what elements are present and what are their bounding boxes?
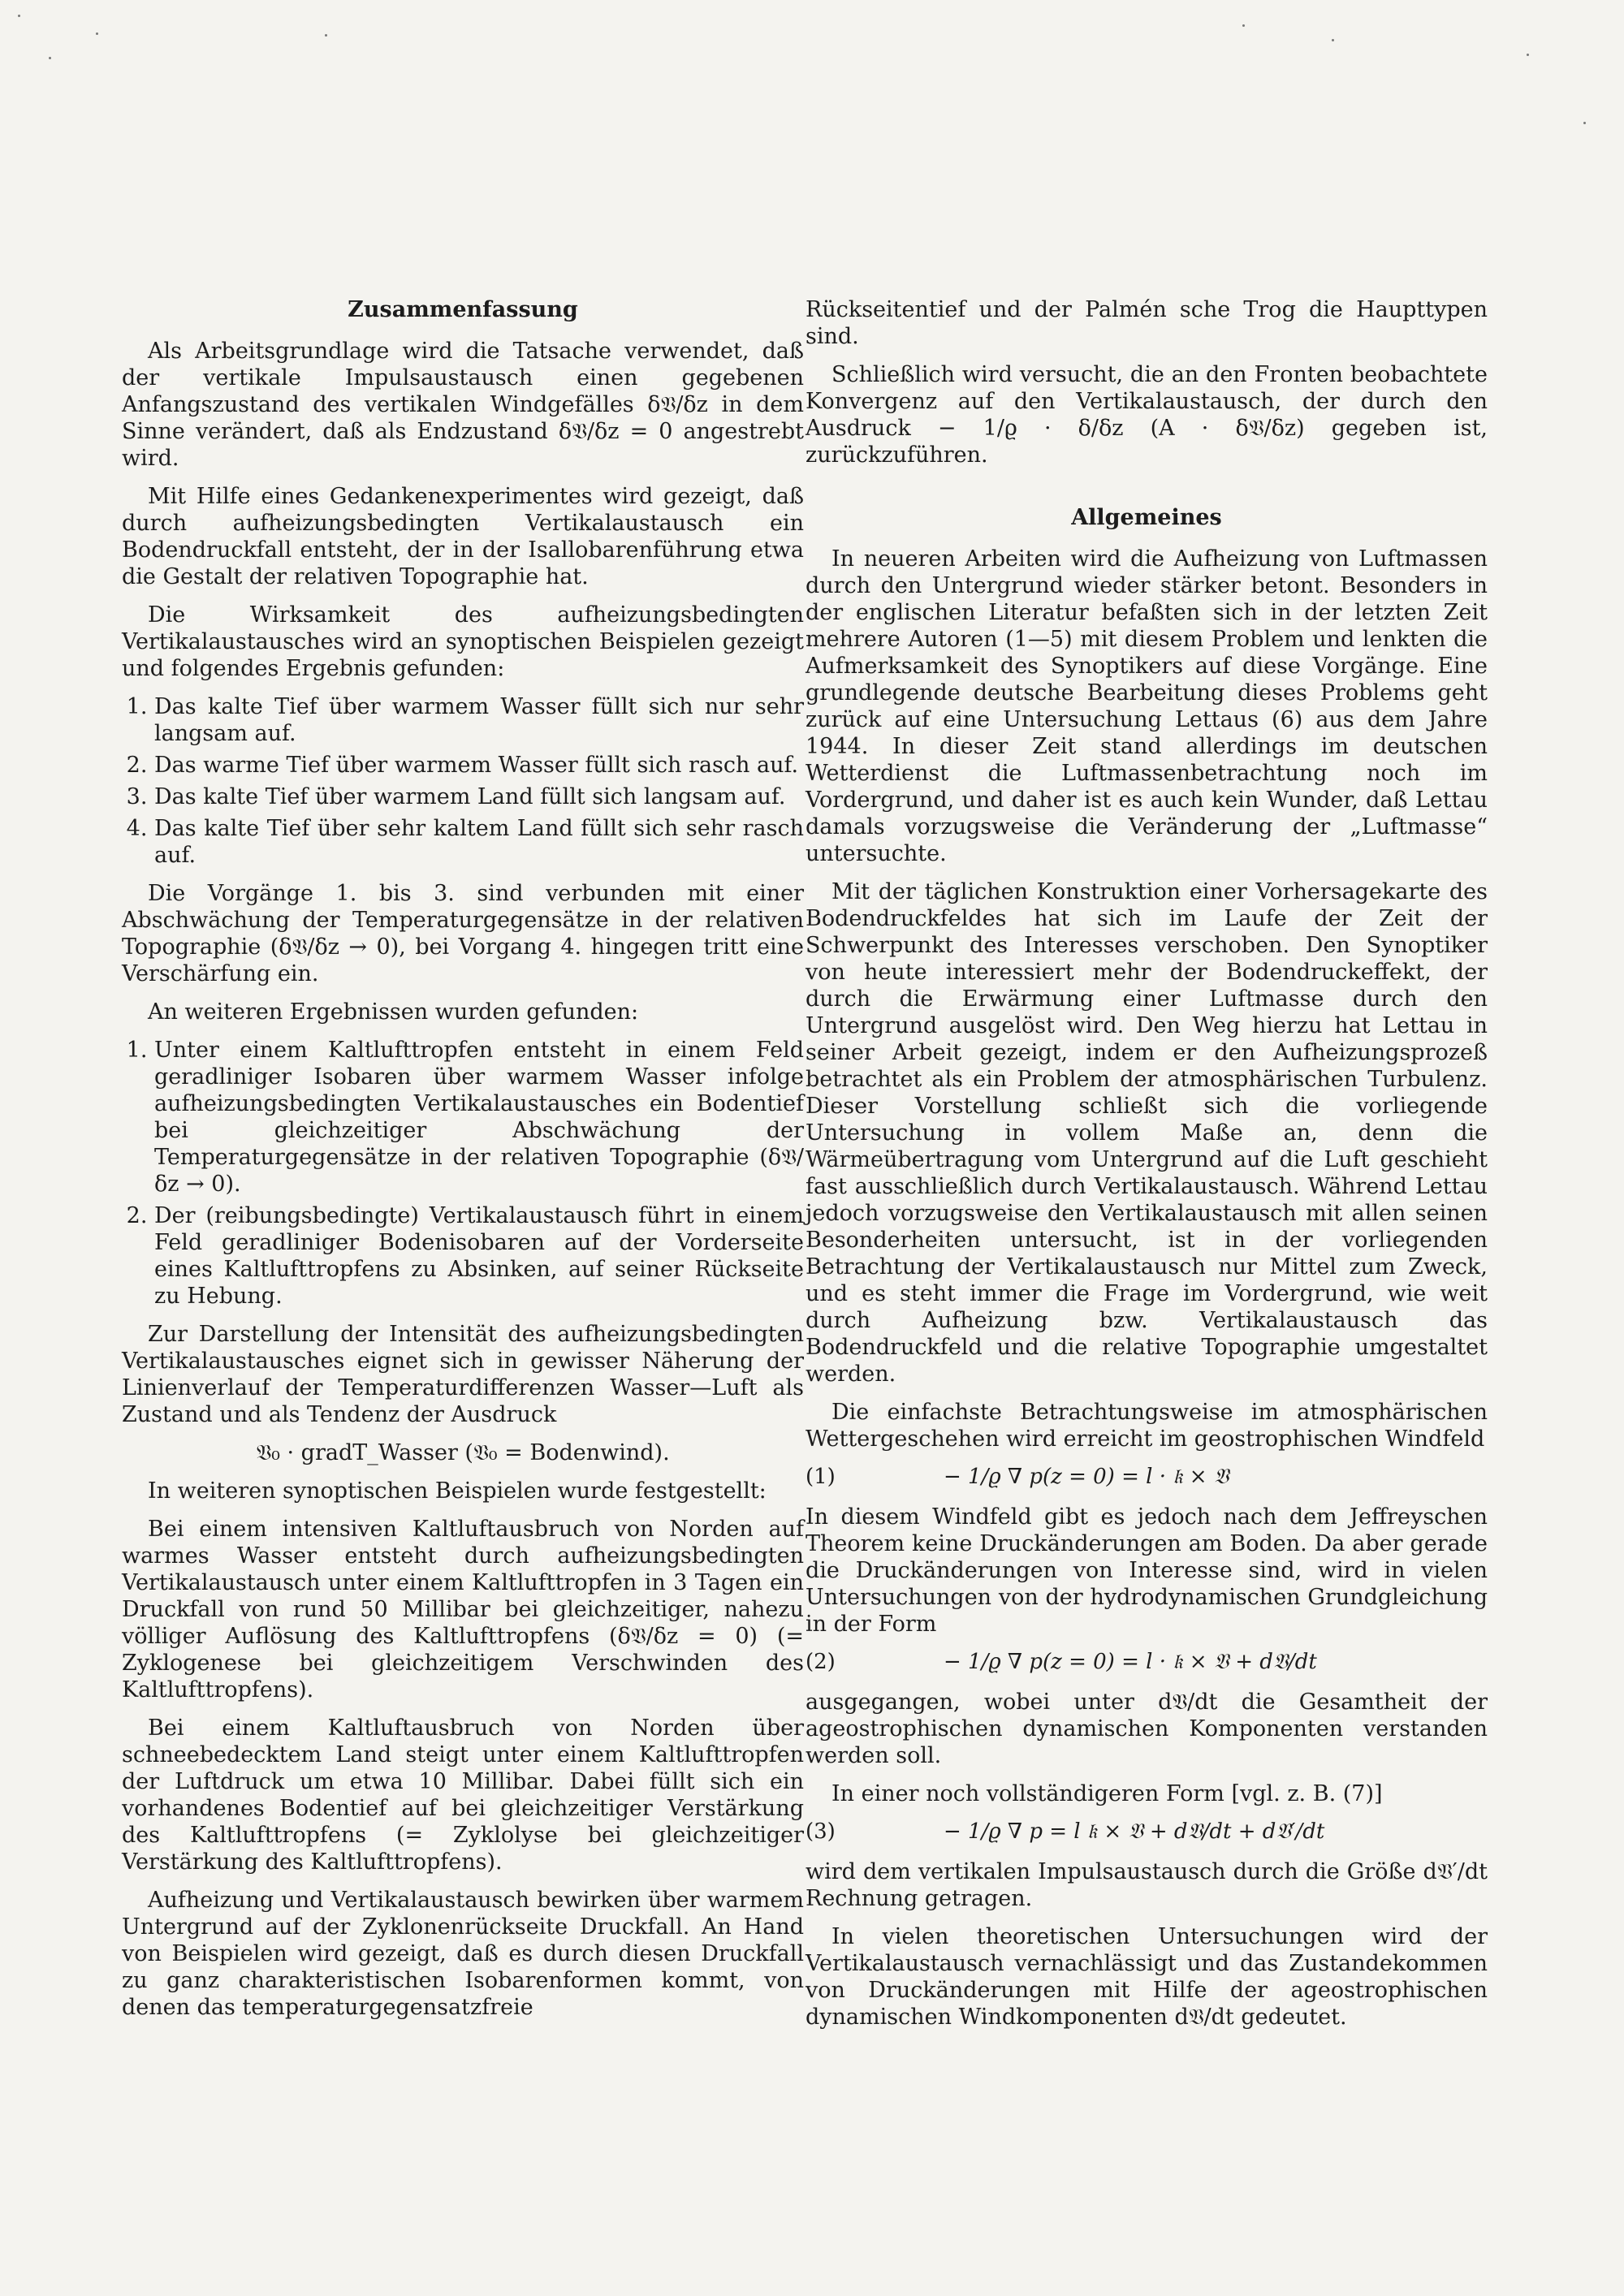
equation-2 — [806, 1649, 1488, 1676]
paragraph-gedankenexperiment: Mit Hilfe eines Gedankenexperimentes wird gezeigt, daß durch aufheizungsbedingten Vertikalaustausch ein Bodendruckfall entsteht, der in der Isallobarenführung etwa die Gestalt der relativen Topographie hat. — [122, 484, 804, 589]
paragraph-kaltluft-land: Bei einem Kaltluftausbruch von Norden über schneebedecktem Land steigt unter einem Kaltlufttropfen der Luftdruck um etwa 10 Millibar. Dabei füllt sich ein vorhandenes Bodentief auf bei gleichzeitiger Verstärkung des Kaltlufttropfens (= Zyklolyse bei gleichzeitiger Verstärkung des Kaltlufttropfens). — [122, 1716, 804, 1875]
paragraph-fronten: Schließlich wird versucht, die an den Fronten beobachtete Konvergenz auf den Vertikalaustausch, der durch den Ausdruck − 1/ϱ · δ/δz (A · δ𝔙/δz) gegeben ist, zurückzuführen. — [806, 362, 1488, 468]
section-heading-allgemeines: Allgemeines — [1071, 505, 1222, 530]
scan-speck — [49, 57, 51, 59]
equation-expression: − 1/ϱ ∇ p(z = 0) = l · 𝔨 × 𝔙 + d𝔙/dt — [944, 1650, 1317, 1674]
equation-number: (3) — [806, 1819, 836, 1844]
further-result-item: 2. Der (reibungsbedingte) Vertikalaustausch führt in einem Feld geradliniger Bodenisobaren auf der Vorderseite eines Kaltlufttropfens zu Absinken, auf seiner Rückseite zu Hebung. — [154, 1202, 804, 1310]
paragraph-weitere-intro: An weiteren Ergebnissen wurden gefunden: — [148, 999, 639, 1025]
scan-speck — [18, 15, 20, 17]
results-list — [122, 693, 804, 869]
equation-1 — [806, 1464, 1488, 1491]
scan-speck — [1332, 39, 1334, 41]
formula-ausdruck: 𝔙₀ · gradT_Wasser (𝔙₀ = Bodenwind). — [256, 1440, 670, 1465]
equation-expression: − 1/ϱ ∇ p = l 𝔨 × 𝔙 + d𝔙/dt + d𝔙′/dt — [944, 1819, 1325, 1844]
paragraph-wirksamkeit: Die Wirksamkeit des aufheizungsbedingten Vertikalaustausches wird an synoptischen Beispielen gezeigt und folgendes Ergebnis gefunden: — [122, 602, 804, 681]
paragraph-vorgaenge: Die Vorgänge 1. bis 3. sind verbunden mit einer Abschwächung der Temperaturgegensätze in der relativen Topographie (δ𝔙/δz → 0), bei Vorgang 4. hingegen tritt eine Verschärfung ein. — [122, 881, 804, 986]
paragraph-theoretisch: In vielen theoretischen Untersuchungen wird der Vertikalaustausch vernachlässigt und das Zustandekommen von Druckänderungen mit Hilfe der ageostrophischen dynamischen Windkomponenten d𝔙/dt gedeutet. — [806, 1924, 1488, 2030]
result-item: 2. Das warme Tief über warmem Wasser füllt sich rasch auf. — [154, 752, 804, 779]
paragraph-darstellung: Zur Darstellung der Intensität des aufheizungsbedingten Vertikalaustausches eignet sich in gewisser Näherung der Linienverlauf der Temperaturdifferenzen Wasser—Luft als Zustand und als Tendenz der Ausdruck — [122, 1322, 804, 1427]
paragraph-konstruktion: Mit der täglichen Konstruktion einer Vorhersagekarte des Bodendruckfeldes hat sich im Laufe der Zeit der Schwerpunkt des Interesses verschoben. Den Synoptiker von heute interessiert mehr der Bodendruckeffekt, der durch die Erwärmung einer Luftmasse durch den Untergrund ausgelöst wird. Den Weg hierzu hat Lettau in seiner Arbeit gezeigt, indem er den Aufheizungsprozeß betrachtet als ein Problem der atmosphärischen Turbulenz. Dieser Vorstellung schließt sich die vorliegende Untersuchung in vollem Maße an, denn die Wärmeübertragung vom Untergrund auf die Luft geschieht fast ausschließlich durch Vertikalaustausch. Während Lettau jedoch vorzugsweise den Vertikalaustausch mit allen seinen Besonderheiten untersucht, ist in der vorliegenden Betrachtung der Vertikalaustausch nur Mittel zum Zweck, und es steht immer die Frage im Vordergrund, wie weit durch Aufheizung bzw. Vertikalaustausch das Bodendruckfeld und die relative Topographie umgestaltet werden. — [806, 879, 1488, 1387]
scan-speck — [96, 32, 98, 35]
paragraph-jeffreys: In diesem Windfeld gibt es jedoch nach dem Jeffreyschen Theorem keine Druckänderungen am Boden. Da aber gerade die Druckänderungen von Interesse sind, wird in vielen Untersuchungen von der hydrodynamischen Grundgleichung in der Form — [806, 1504, 1488, 1637]
paragraph-continuation: Rückseitentief und der Palmén sche Trog die Haupttypen sind. — [806, 297, 1488, 349]
result-item: 3. Das kalte Tief über warmem Land füllt sich langsam auf. — [154, 783, 804, 810]
paragraph-intro: Als Arbeitsgrundlage wird die Tatsache verwendet, daß der vertikale Impulsaustausch einen gegebenen Anfangszustand des vertikalen Windgefälles δ𝔙/δz in dem Sinne verändert, daß als Endzustand δ𝔙/δz = 0 angestrebt wird. — [122, 339, 804, 471]
equation-3 — [806, 1819, 1488, 1845]
spacer — [806, 480, 1488, 504]
scan-speck — [325, 34, 327, 37]
equation-expression: − 1/ϱ ∇ p(z = 0) = l · 𝔨 × 𝔙 — [944, 1465, 1229, 1489]
further-result-item: 1. Unter einem Kaltlufttropfen entsteht in einem Feld geradliniger Isobaren über warmem Wasser infolge aufheizungsbedingten Vertikalaustausches ein Bodentief bei gleichzeitiger Abschwächung der Temperaturgegensätze in der relativen Topographie (δ𝔙/δz → 0). — [154, 1037, 804, 1198]
paragraph-kaltluft-wasser: Bei einem intensiven Kaltluftausbruch von Norden auf warmes Wasser entsteht durch aufheizungsbedingten Vertikalaustausch unter einem Kaltlufttropfen in 3 Tagen ein Druckfall von rund 50 Millibar bei gleichzeitiger, nahezu völliger Auflösung des Kaltlufttropfens (δ𝔙/δz = 0) (= Zyklogenese bei gleichzeitigem Verschwinden des Kaltlufttropfens). — [122, 1517, 804, 1703]
paragraph-synoptisch: In weiteren synoptischen Beispielen wurde festgestellt: — [148, 1478, 767, 1504]
paragraph-impuls: wird dem vertikalen Impulsaustausch durch die Größe d𝔙′/dt Rechnung getragen. — [806, 1859, 1488, 1911]
paragraph-vollstaendig: In einer noch vollständigeren Form [vgl. z. B. (7)] — [831, 1781, 1383, 1806]
equation-number: (1) — [806, 1465, 836, 1489]
paragraph-neuere: In neueren Arbeiten wird die Aufheizung von Luftmassen durch den Untergrund wieder stärker betont. Besonders in der englischen Literatur befaßten sich in der letzten Zeit mehrere Autoren (1—5) mit diesem Problem und lenkten die Aufmerksamkeit des Synoptikers auf diese Vorgänge. Eine grundlegende deutsche Bearbeitung dieses Problems geht zurück auf eine Untersuchung Lettaus (6) aus dem Jahre 1944. In dieser Zeit stand allerdings im deutschen Wetterdienst die Luftmassenbetrachtung noch im Vordergrund, und daher ist es auch kein Wunder, daß Lettau damals vorzugsweise die Veränderung der „Luftmasse“ untersuchte. — [806, 546, 1488, 866]
scan-speck — [1527, 54, 1529, 56]
further-results-list — [122, 1037, 804, 1310]
result-item: 1. Das kalte Tief über warmem Wasser füllt sich nur sehr langsam auf. — [154, 693, 804, 747]
section-heading-zusammenfassung: Zusammenfassung — [348, 297, 578, 322]
paragraph-einfachste: Die einfachste Betrachtungsweise im atmosphärischen Wettergeschehen wird erreicht im geostrophischen Windfeld — [806, 1400, 1488, 1452]
scan-speck — [1242, 24, 1245, 27]
scan-speck — [1583, 122, 1586, 124]
paragraph-ausgegangen: ausgegangen, wobei unter d𝔙/dt die Gesamtheit der ageostrophischen dynamischen Komponenten verstanden werden soll. — [806, 1690, 1488, 1768]
right-column — [806, 296, 1488, 2042]
result-item: 4. Das kalte Tief über sehr kaltem Land füllt sich sehr rasch auf. — [154, 815, 804, 869]
equation-number: (2) — [806, 1650, 836, 1674]
left-column — [122, 296, 804, 2032]
paragraph-aufheizung: Aufheizung und Vertikalaustausch bewirken über warmem Untergrund auf der Zyklonenrückseite Druckfall. An Hand von Beispielen wird gezeigt, daß es durch diesen Druckfall zu ganz charakteristischen Isobarenformen kommt, von denen das temperaturgegensatzfreie — [122, 1888, 804, 2020]
